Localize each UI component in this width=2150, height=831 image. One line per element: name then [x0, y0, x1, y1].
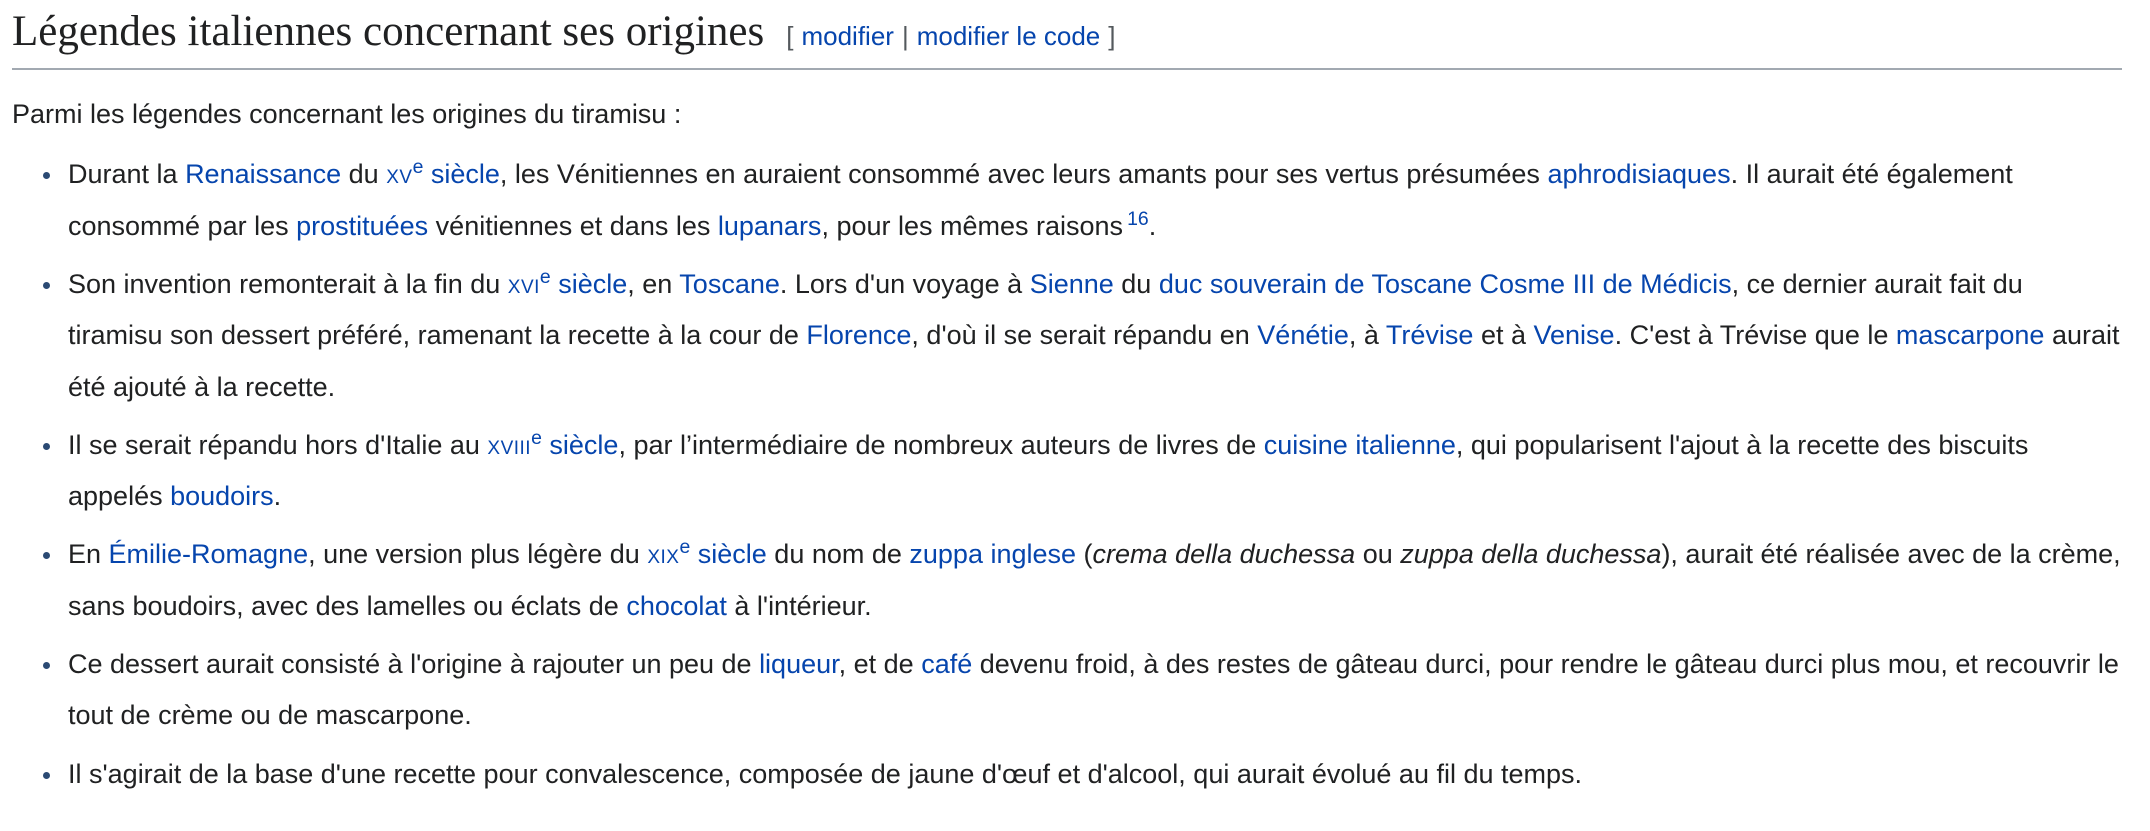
wiki-link[interactable]: chocolat	[626, 590, 727, 621]
italic-text: crema della duchessa	[1092, 539, 1356, 570]
wiki-link[interactable]: lupanars	[717, 210, 822, 241]
roman-numeral: xvi	[507, 268, 540, 299]
section-title: Légendes italiennes concernant ses origines	[12, 8, 765, 55]
text-run: devenu froid, à des restes de gâteau durci, pour rendre le gâteau durci plus mou, et recouvrir le tout de crème ou de mascarpone.	[68, 649, 2119, 731]
text-run: En	[68, 539, 109, 570]
reference-sup	[1127, 208, 1149, 230]
wiki-link[interactable]: aphrodisiaques	[1547, 159, 1731, 190]
reference-link[interactable]: 16	[1127, 207, 1149, 230]
intro-text: Parmi les légendes concernant les origines du tiramisu :	[12, 98, 682, 129]
text-run: Son invention remonterait à la fin du	[68, 268, 508, 299]
wiki-link[interactable]: Florence	[806, 320, 912, 351]
text-run: du nom de	[766, 539, 910, 570]
wiki-link[interactable]: Vénétie	[1257, 320, 1349, 351]
century-link[interactable]: xix$^e$ siècle	[647, 536, 767, 570]
bracket-open: [	[786, 21, 794, 51]
wiki-link[interactable]: Venise	[1533, 320, 1615, 351]
ordinal-superscript: e	[679, 536, 691, 559]
wiki-link[interactable]: café	[921, 649, 973, 680]
bracket-close: ]	[1108, 21, 1116, 51]
wiki-link[interactable]: Sienne	[1029, 268, 1114, 299]
text-run: , par l’intermédiaire de nombreux auteurs de livres de	[618, 429, 1264, 460]
text-run: aurait été ajouté à la recette.	[68, 320, 2120, 402]
modifier-link[interactable]: modifier	[801, 21, 894, 51]
text-run: , une version plus légère du	[308, 539, 648, 570]
roman-numeral: xviii	[487, 429, 532, 460]
edit-section	[786, 21, 1115, 51]
text-run: , en	[627, 268, 680, 299]
text-run: et à	[1473, 320, 1534, 351]
wiki-link[interactable]: mascarpone	[1895, 320, 2045, 351]
wiki-link[interactable]: prostituées	[296, 210, 429, 241]
section-heading	[12, 2, 2122, 70]
text-run: , les Vénitiennes en auraient consommé avec leurs amants pour ses vertus présumées	[499, 159, 1548, 190]
roman-numeral: xix	[647, 539, 680, 570]
edit-divider: |	[901, 21, 909, 51]
wiki-link[interactable]: cuisine italienne	[1263, 429, 1456, 460]
text-run: (	[1076, 539, 1093, 570]
text-run: du	[341, 159, 387, 190]
list-item	[64, 639, 2122, 742]
text-run: . C'est à Trévise que le	[1614, 320, 1896, 351]
century-link[interactable]: xviii$^e$ siècle	[487, 426, 619, 460]
list-item	[64, 259, 2122, 413]
text-run: à l'intérieur.	[726, 590, 872, 621]
ordinal-superscript: e	[539, 265, 551, 288]
text-run: Ce dessert aurait consisté à l'origine à rajouter un peu de	[68, 649, 760, 680]
text-run: ), aurait été réalisée avec de la crème, sans boudoirs, avec des lamelles ou éclats de	[68, 539, 2121, 621]
wiki-link[interactable]: boudoirs	[170, 481, 274, 512]
text-run: Il se serait répandu hors d'Italie au	[68, 429, 488, 460]
text-run: vénitiennes et dans les	[428, 210, 718, 241]
text-run: , d'où il se serait répandu en	[911, 320, 1258, 351]
text-run: , ce dernier aurait fait du tiramisu son dessert préféré, ramenant la recette à la cour de	[68, 268, 2023, 351]
century-link[interactable]: xvi$^e$ siècle	[507, 265, 628, 299]
text-run: .	[1148, 210, 1157, 241]
wiki-link[interactable]: Renaissance	[185, 159, 342, 190]
text-run: .	[273, 481, 282, 512]
century-link[interactable]: $xv^e$ siècle	[386, 156, 500, 190]
text-run: , et de	[838, 649, 922, 680]
text-run: . Il aurait été également consommé par les	[68, 159, 2013, 241]
wiki-link[interactable]: Émilie-Romagne	[108, 539, 309, 570]
text-run: , qui popularisent l'ajout à la recette des biscuits appelés	[68, 429, 2029, 512]
ordinal-superscript: e	[412, 156, 424, 179]
wiki-link[interactable]: duc souverain de Toscane Cosme III de Médicis	[1158, 268, 1732, 299]
roman-numeral: xv	[386, 159, 413, 190]
italic-text: zuppa della duchessa	[1400, 539, 1662, 570]
list-item	[64, 749, 2122, 800]
list-item	[64, 529, 2122, 632]
wiki-link[interactable]: Toscane	[679, 268, 780, 299]
text-run: , pour les mêmes raisons	[821, 210, 1124, 241]
wiki-link[interactable]: Trévise	[1385, 320, 1474, 351]
text-run: Durant la	[68, 159, 186, 190]
text-run: du	[1113, 268, 1159, 299]
wiki-link[interactable]: liqueur	[759, 649, 839, 680]
wiki-link[interactable]: zuppa inglese	[909, 539, 1077, 570]
list-item	[64, 420, 2122, 523]
text-run: Il s'agirait de la base d'une recette pour convalescence, composée de jaune d'œuf et d'alcool, qui aurait évolué au fil du temps.	[68, 758, 1583, 789]
legend-list	[12, 149, 2122, 800]
list-item	[64, 149, 2122, 252]
modifier-code-link[interactable]: modifier le code	[916, 21, 1101, 51]
ordinal-superscript: e	[531, 426, 542, 449]
text-run: , à	[1348, 320, 1386, 351]
text-run: ou	[1355, 539, 1401, 570]
text-run: . Lors d'un voyage à	[779, 268, 1030, 299]
